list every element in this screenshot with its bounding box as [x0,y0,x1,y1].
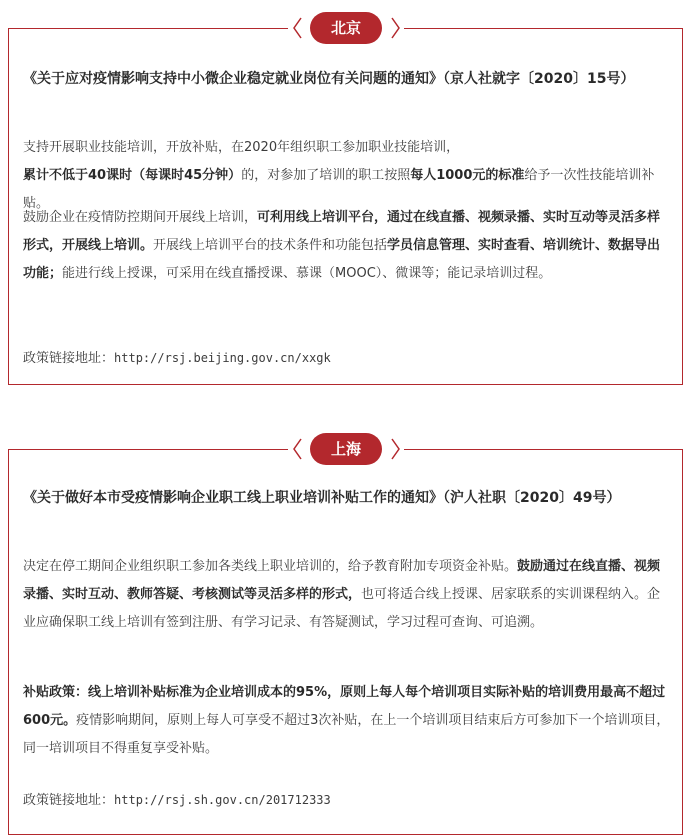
bold-text-run: 学员信息管理、实时查看、培训统计、数据导出功能； [23,238,661,281]
beijing-section [0,12,694,387]
region-tab-beijing: 北京 [310,12,382,44]
link-label: 政策链接地址： [23,793,115,808]
text-run: 能进行线上授课，可采用在线直播授课、慕课（MOOC）、微课等；能记录培训过程。 [62,266,552,281]
text-run: 给予一次性技能培训补贴。 [23,168,655,211]
text-run: 的，对参加了培训的职工按照 [241,168,411,183]
bold-text-run: 可利用线上培训平台，通过在线直播、视频录播、实时互动等灵活多样形式，开展线上培训。 [23,210,661,253]
bold-text-run: 补贴政策：线上培训补贴标准为企业培训成本的95%，原则上每人每个培训项目实际补贴的培训费用最高不超过600元。 [23,685,666,728]
beijing-title: 《关于应对疫情影响支持中小微企业稳定就业岗位有关问题的通知》（京人社就字〔2020〕15号） [23,71,635,87]
text-run: 疫情影响期间，原则上每人可享受不超过3次补贴，在上一个培训项目结束后方可参加下一个培训项目，同一培训项目不得重复享受补贴。 [23,713,670,756]
shanghai-paragraph-1 [23,553,671,637]
text-run: 开展线上培训平台的技术条件和功能包括 [153,238,388,253]
bold-text-run: 每人1000元的标准 [410,168,525,183]
text-run: 也可将适合线上授课、居家联系的实训课程纳入。企业应确保职工线上培训有签到注册、有学习记录、有答疑测试，学习过程可查询、可追溯。 [23,587,661,630]
beijing-policy-link[interactable]: http://rsj.beijing.gov.cn/xxgk [114,351,331,365]
chevron-left-icon [291,437,305,461]
link-label: 政策链接地址： [23,351,115,366]
shanghai-title: 《关于做好本市受疫情影响企业职工线上职业培训补贴工作的通知》（沪人社职〔2020〕49号） [23,490,621,506]
shanghai-section [0,433,694,833]
beijing-link-line [23,347,671,370]
chevron-right-icon [388,437,402,461]
region-tab-shanghai: 上海 [310,433,382,465]
bold-text-run: 鼓励通过在线直播、视频录播、实时互动、教师答疑、考核测试等灵活多样的形式， [23,559,661,602]
bold-text-run: 累计不低于40课时（每课时45分钟） [23,168,242,183]
shanghai-link-line [23,789,671,812]
text-run: 支持开展职业技能培训，开放补贴，在2020年组织职工参加职业技能培训， [23,140,460,155]
chevron-right-icon [388,16,402,40]
shanghai-paragraph-2 [23,679,671,763]
text-run: 鼓励企业在疫情防控期间开展线上培训， [23,210,258,225]
beijing-paragraph-2 [23,204,671,288]
shanghai-policy-link[interactable]: http://rsj.sh.gov.cn/201712333 [114,793,331,807]
text-run: 决定在停工期间企业组织职工参加各类线上职业培训的，给予教育附加专项资金补贴。 [23,559,518,574]
chevron-left-icon [291,16,305,40]
